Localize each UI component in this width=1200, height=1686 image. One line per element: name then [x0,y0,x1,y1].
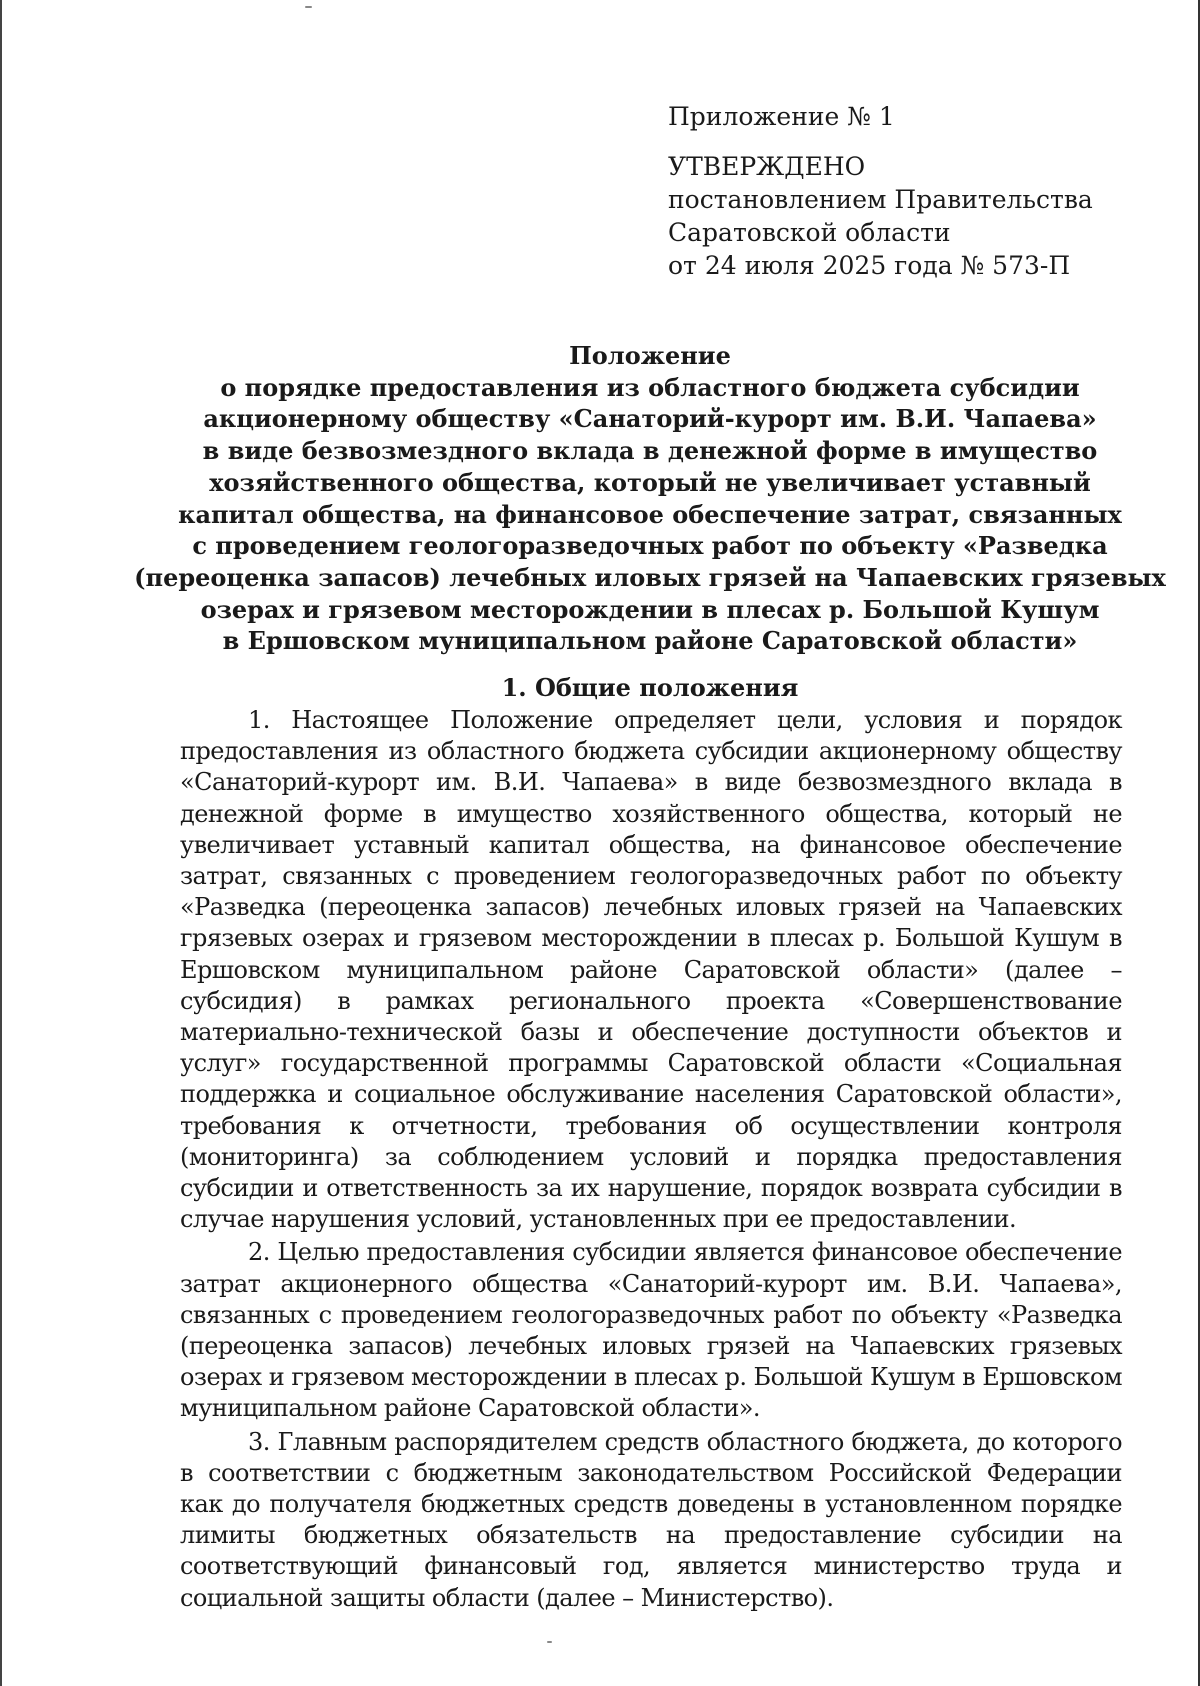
approval-line: постановлением Правительства [668,185,1093,214]
scan-edge-left [0,0,2,1686]
title-line: хозяйственного общества, который не увеличивает уставный [209,467,1091,497]
annex-number: Приложение № 1 [668,102,895,131]
paragraph: 3. Главным распорядителем средств областного бюджета, до которого в соответствии с бюджетным законодательством Российской Федерации как до получателя бюджетных средств доведены в установленном порядке лимиты бюджетных обязательств на предоставление субсидии на соответствующий финансовый год, является министерство труда и социальной защиты области (далее – Министерство). [180,1427,1122,1612]
scan-speck [305,6,312,8]
title-line: в Ершовском муниципальном районе Саратовской области» [222,626,1078,656]
approval-stamp-block [668,100,1093,282]
approved-label: УТВЕРЖДЕНО [668,152,866,181]
paragraph: 2. Целью предоставления субсидии является финансовое обеспечение затрат акционерного общества «Санаторий-курорт им. В.И. Чапаева», связанных с проведением геологоразведочных работ по объекту «Разведка (переоценка запасов) лечебных иловых грязей на Чапаевских грязевых озерах и грязевом месторождении в плесах р. Большой Кушум в Ершовском муниципальном районе Саратовской области». [180,1238,1122,1423]
title-line: в виде безвозмездного вклада в денежной форме в имущество [202,436,1098,466]
scan-speck [547,1641,552,1643]
title-line: озерах и грязевом месторождении в плесах р. Большой Кушум [200,594,1100,624]
paragraph: 1. Настоящее Положение определяет цели, условия и порядок предоставления из областного бюджета субсидии акционерному обществу «Санаторий-курорт им. В.И. Чапаева» в виде безвозмездного вклада в денежной форме в имущество хозяйственного общества, который не увеличивает уставный капитал общества, на финансовое обеспечение затрат, связанных с проведением геологоразведочных работ по объекту «Разведка (переоценка запасов) лечебных иловых грязей на Чапаевских грязевых озерах и грязевом месторождении в плесах р. Большой Кушум в Ершовском муниципальном районе Саратовской области» (далее – субсидия) в рамках регионального проекта «Совершенствование материально-технической базы и обеспечение доступности объектов и услуг» государственной программы Саратовской области «Социальная поддержка и социальное обслуживание населения Саратовской области», требования к отчетности, требования об осуществлении контроля (мониторинга) за соблюдением условий и порядка предоставления субсидии и ответственность за их нарушение, порядок возврата субсидии в случае нарушения условий, установленных при ее предоставлении. [180,706,1122,1234]
title-line: акционерному обществу «Санаторий-курорт им. В.И. Чапаева» [203,404,1097,434]
title-line: (переоценка запасов) лечебных иловых грязей на Чапаевских грязевых [134,562,1166,592]
approval-line: Саратовской области [668,218,951,247]
body-text [180,705,1122,1616]
title-line: капитал общества, на финансовое обеспечение затрат, связанных [178,499,1122,529]
title-line: о порядке предоставления из областного бюджета субсидии [220,372,1080,402]
section-heading: 1. Общие положения [501,673,799,702]
title-line: с проведением геологоразведочных работ по объекту «Разведка [192,531,1108,561]
approval-date-number: от 24 июля 2025 года № 573-П [668,251,1071,280]
document-title [130,340,1170,657]
title-line: Положение [569,341,731,370]
